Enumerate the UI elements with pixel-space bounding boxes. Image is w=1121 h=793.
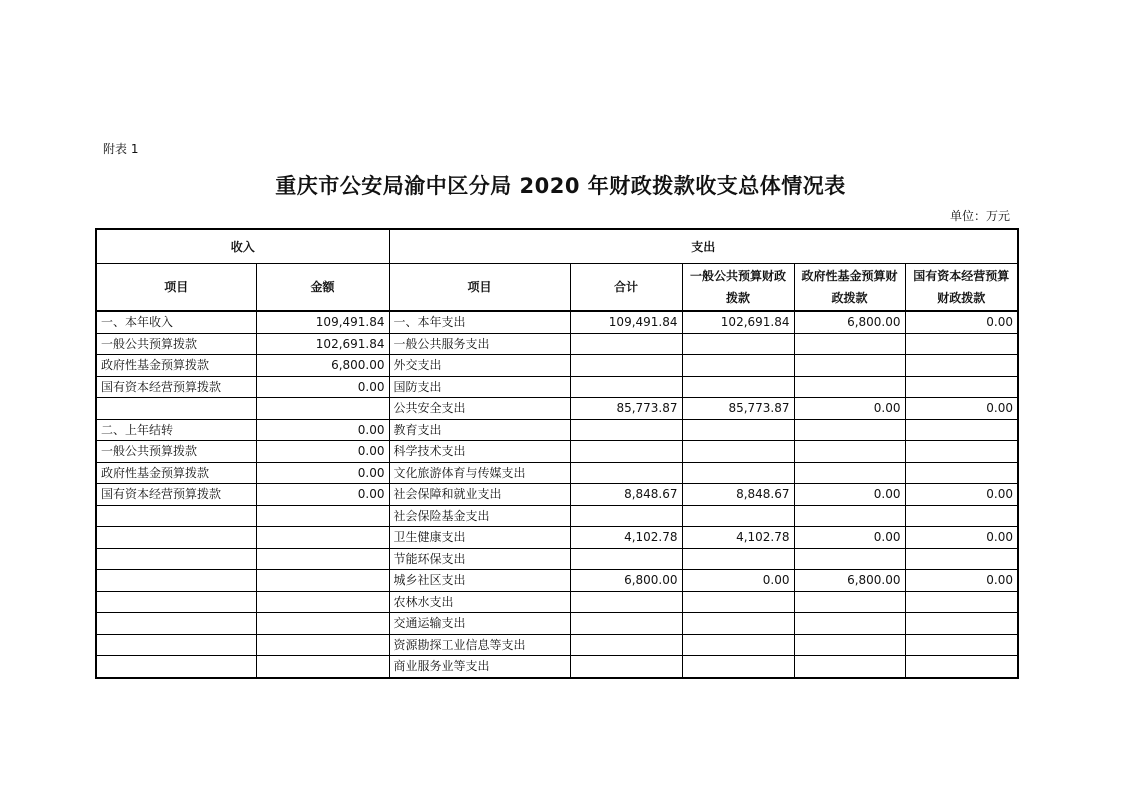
table-row — [96, 591, 1018, 613]
exp-general-cell — [682, 591, 794, 613]
exp-state-cell — [905, 591, 1018, 613]
exp-item-cell: 国防支出 — [389, 376, 570, 398]
exp-general-cell: 8,848.67 — [682, 484, 794, 506]
income-item-cell — [96, 613, 256, 635]
exp-state-cell — [905, 634, 1018, 656]
exp-state-cell — [905, 333, 1018, 355]
exp-fund-cell — [794, 548, 905, 570]
exp-total-header: 合计 — [570, 264, 682, 312]
income-amount-cell — [256, 591, 389, 613]
exp-total-cell — [570, 634, 682, 656]
income-item-cell — [96, 591, 256, 613]
income-amount-cell — [256, 570, 389, 592]
income-item-cell: 政府性基金预算拨款 — [96, 355, 256, 377]
income-item-cell — [96, 527, 256, 549]
income-amount-cell: 0.00 — [256, 376, 389, 398]
income-amount-cell — [256, 634, 389, 656]
finance-table — [95, 228, 1019, 679]
exp-fund-cell: 0.00 — [794, 398, 905, 420]
table-row — [96, 398, 1018, 420]
exp-item-cell: 社会保险基金支出 — [389, 505, 570, 527]
exp-state-cell — [905, 441, 1018, 463]
income-amount-cell: 0.00 — [256, 441, 389, 463]
table-row — [96, 441, 1018, 463]
exp-general-cell: 102,691.84 — [682, 311, 794, 333]
table-row — [96, 355, 1018, 377]
exp-total-cell: 6,800.00 — [570, 570, 682, 592]
exp-general-cell — [682, 548, 794, 570]
table-row — [96, 311, 1018, 333]
exp-general-cell — [682, 462, 794, 484]
exp-general-cell — [682, 505, 794, 527]
exp-fund-cell — [794, 505, 905, 527]
exp-state-cell — [905, 419, 1018, 441]
annex-label: 附表 1 — [103, 142, 139, 156]
income-amount-cell: 102,691.84 — [256, 333, 389, 355]
income-item-cell: 二、上年结转 — [96, 419, 256, 441]
exp-item-cell: 一般公共服务支出 — [389, 333, 570, 355]
income-amount-cell — [256, 527, 389, 549]
table-row — [96, 570, 1018, 592]
exp-fund-cell: 0.00 — [794, 484, 905, 506]
income-item-cell — [96, 634, 256, 656]
exp-item-cell: 一、本年支出 — [389, 311, 570, 333]
exp-general-header: 一般公共预算财政拨款 — [682, 264, 794, 312]
table-row — [96, 419, 1018, 441]
section-header-row — [96, 229, 1018, 264]
exp-item-cell: 城乡社区支出 — [389, 570, 570, 592]
income-item-cell — [96, 398, 256, 420]
exp-general-cell — [682, 333, 794, 355]
table-row — [96, 656, 1018, 678]
table-row — [96, 484, 1018, 506]
exp-fund-cell — [794, 613, 905, 635]
income-amount-header: 金额 — [256, 264, 389, 312]
exp-total-cell — [570, 333, 682, 355]
income-item-header: 项目 — [96, 264, 256, 312]
exp-state-cell — [905, 355, 1018, 377]
exp-item-header: 项目 — [389, 264, 570, 312]
exp-general-cell — [682, 419, 794, 441]
exp-general-cell: 0.00 — [682, 570, 794, 592]
exp-item-cell: 文化旅游体育与传媒支出 — [389, 462, 570, 484]
table-body — [96, 311, 1018, 678]
exp-fund-cell — [794, 419, 905, 441]
income-item-cell: 政府性基金预算拨款 — [96, 462, 256, 484]
income-item-cell: 一、本年收入 — [96, 311, 256, 333]
income-amount-cell: 6,800.00 — [256, 355, 389, 377]
income-amount-cell — [256, 398, 389, 420]
income-item-cell — [96, 548, 256, 570]
exp-general-cell: 4,102.78 — [682, 527, 794, 549]
income-header: 收入 — [96, 229, 389, 264]
exp-total-cell — [570, 591, 682, 613]
exp-fund-cell — [794, 591, 905, 613]
exp-general-cell — [682, 376, 794, 398]
exp-fund-header: 政府性基金预算财政拨款 — [794, 264, 905, 312]
exp-item-cell: 社会保障和就业支出 — [389, 484, 570, 506]
income-amount-cell: 0.00 — [256, 419, 389, 441]
exp-total-cell — [570, 613, 682, 635]
exp-state-cell: 0.00 — [905, 311, 1018, 333]
exp-state-cell: 0.00 — [905, 527, 1018, 549]
exp-item-cell: 节能环保支出 — [389, 548, 570, 570]
income-item-cell: 国有资本经营预算拨款 — [96, 484, 256, 506]
exp-state-cell: 0.00 — [905, 398, 1018, 420]
exp-state-cell — [905, 548, 1018, 570]
exp-fund-cell: 6,800.00 — [794, 570, 905, 592]
exp-total-cell — [570, 462, 682, 484]
exp-total-cell: 109,491.84 — [570, 311, 682, 333]
income-amount-cell — [256, 613, 389, 635]
income-amount-cell: 0.00 — [256, 462, 389, 484]
expenditure-header: 支出 — [389, 229, 1018, 264]
exp-total-cell: 4,102.78 — [570, 527, 682, 549]
exp-total-cell: 85,773.87 — [570, 398, 682, 420]
exp-item-cell: 交通运输支出 — [389, 613, 570, 635]
page-title: 重庆市公安局渝中区分局 2020 年财政拨款收支总体情况表 — [275, 174, 846, 198]
exp-item-cell: 商业服务业等支出 — [389, 656, 570, 678]
exp-general-cell — [682, 613, 794, 635]
income-item-cell: 国有资本经营预算拨款 — [96, 376, 256, 398]
table-row — [96, 634, 1018, 656]
exp-fund-cell — [794, 441, 905, 463]
exp-general-cell: 85,773.87 — [682, 398, 794, 420]
income-item-cell — [96, 570, 256, 592]
exp-total-cell — [570, 419, 682, 441]
exp-total-cell: 8,848.67 — [570, 484, 682, 506]
exp-item-cell: 教育支出 — [389, 419, 570, 441]
exp-state-cell: 0.00 — [905, 570, 1018, 592]
income-amount-cell — [256, 505, 389, 527]
exp-general-cell — [682, 634, 794, 656]
table-row — [96, 613, 1018, 635]
exp-fund-cell — [794, 333, 905, 355]
exp-total-cell — [570, 441, 682, 463]
exp-total-cell — [570, 656, 682, 678]
exp-state-cell — [905, 462, 1018, 484]
unit-label: 单位：万元 — [949, 209, 1010, 223]
exp-total-cell — [570, 548, 682, 570]
column-header-row — [96, 264, 1018, 312]
income-amount-cell — [256, 548, 389, 570]
exp-fund-cell: 0.00 — [794, 527, 905, 549]
exp-general-cell — [682, 441, 794, 463]
exp-item-cell: 科学技术支出 — [389, 441, 570, 463]
income-amount-cell: 0.00 — [256, 484, 389, 506]
exp-fund-cell — [794, 376, 905, 398]
exp-general-cell — [682, 355, 794, 377]
exp-fund-cell — [794, 462, 905, 484]
exp-fund-cell — [794, 355, 905, 377]
exp-item-cell: 外交支出 — [389, 355, 570, 377]
exp-item-cell: 农林水支出 — [389, 591, 570, 613]
exp-general-cell — [682, 656, 794, 678]
income-item-cell — [96, 656, 256, 678]
income-item-cell: 一般公共预算拨款 — [96, 333, 256, 355]
income-item-cell: 一般公共预算拨款 — [96, 441, 256, 463]
income-amount-cell — [256, 656, 389, 678]
exp-total-cell — [570, 376, 682, 398]
exp-fund-cell: 6,800.00 — [794, 311, 905, 333]
exp-total-cell — [570, 505, 682, 527]
exp-state-header: 国有资本经营预算财政拨款 — [905, 264, 1018, 312]
exp-state-cell — [905, 505, 1018, 527]
table-row — [96, 333, 1018, 355]
exp-fund-cell — [794, 656, 905, 678]
table-row — [96, 548, 1018, 570]
income-item-cell — [96, 505, 256, 527]
table-row — [96, 376, 1018, 398]
exp-state-cell: 0.00 — [905, 484, 1018, 506]
exp-fund-cell — [794, 634, 905, 656]
exp-state-cell — [905, 376, 1018, 398]
table-row — [96, 527, 1018, 549]
exp-item-cell: 卫生健康支出 — [389, 527, 570, 549]
exp-item-cell: 公共安全支出 — [389, 398, 570, 420]
exp-item-cell: 资源勘探工业信息等支出 — [389, 634, 570, 656]
exp-total-cell — [570, 355, 682, 377]
income-amount-cell: 109,491.84 — [256, 311, 389, 333]
exp-state-cell — [905, 656, 1018, 678]
exp-state-cell — [905, 613, 1018, 635]
table-row — [96, 505, 1018, 527]
table-row — [96, 462, 1018, 484]
